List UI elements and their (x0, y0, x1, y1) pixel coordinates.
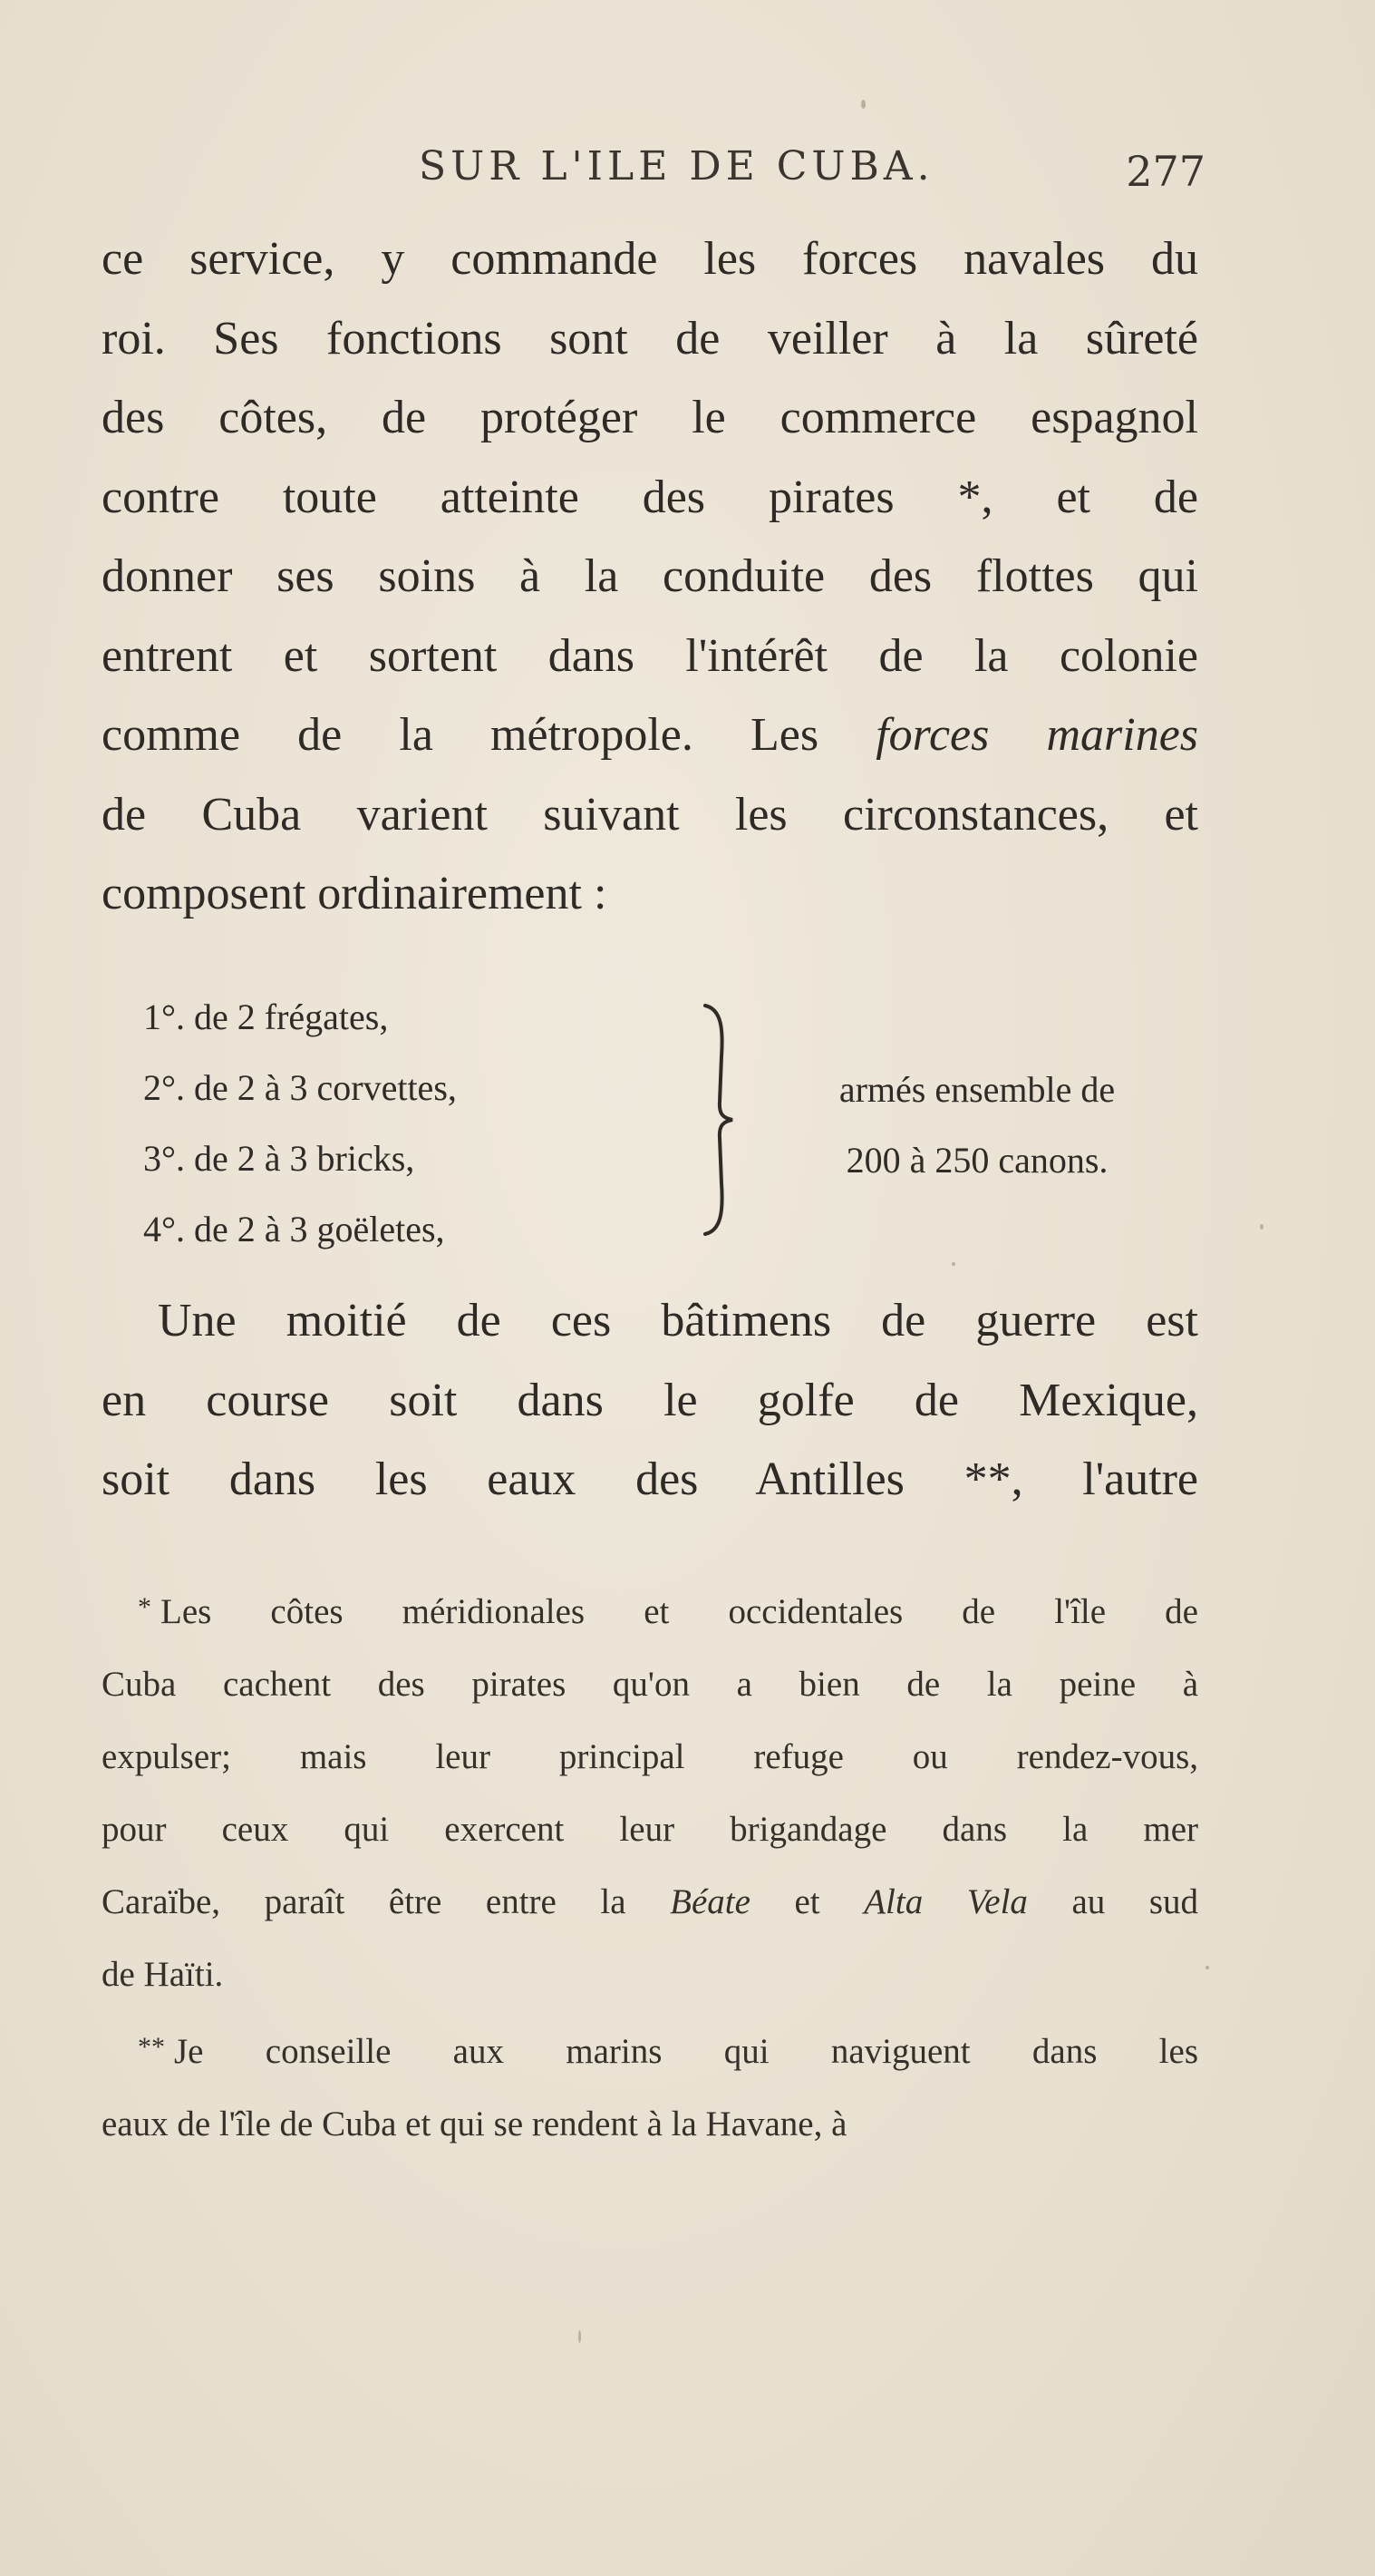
text-line: contre toute atteinte des pirates *, et de (102, 471, 1198, 523)
brace-note (778, 1055, 1176, 1196)
paper-speck (952, 1262, 955, 1266)
footnote-line: de Haïti. (102, 1955, 224, 1994)
text-line: des côtes, de protéger le commerce espagnol (102, 392, 1198, 443)
text-line: Une moitié de ces bâtimens de guerre est (158, 1295, 1198, 1346)
italic-place-name: Béate (670, 1882, 750, 1921)
italic-term: forces marines (876, 709, 1199, 761)
brace-note-line: 200 à 250 canons. (846, 1140, 1109, 1181)
text-line: de Cuba varient suivant les circonstances, et (102, 788, 1198, 841)
brace-note-line: armés ensemble de (838, 1069, 1116, 1110)
page-header (100, 143, 1206, 198)
paragraph-cruising (102, 1281, 1198, 1520)
text-line: entrent et sortent dans l'intérêt de la colonie (102, 629, 1198, 682)
text-span: et (794, 1882, 820, 1921)
paper-speck (578, 2330, 581, 2343)
text-line: soit dans les eaux des Antilles **, l'autre (102, 1453, 1198, 1505)
paper-speck (1260, 1224, 1264, 1230)
fleet-list (143, 982, 457, 1265)
footnote-line (102, 2011, 1198, 2088)
footnote-line (102, 1866, 1198, 1939)
footnote-marker: ** (138, 2032, 165, 2062)
paper-speck (861, 100, 866, 109)
fleet-list-item: 3°. de 2 à 3 bricks, (143, 1138, 415, 1179)
paper-speck (1206, 1966, 1209, 1969)
footnote-marker: * (138, 1592, 151, 1622)
fleet-list-item: 1°. de 2 frégates, (143, 996, 389, 1037)
text-line: en course soit dans le golfe de Mexique, (102, 1374, 1198, 1426)
footnote-line: Cuba cachent des pirates qu'on a bien de la peine à (102, 1665, 1198, 1704)
text-span: comme de la métropole. Les (102, 709, 819, 761)
text-span: au sud (1071, 1882, 1199, 1921)
text-span: Caraïbe, paraît être entre la (102, 1882, 626, 1921)
text-line (102, 695, 1198, 775)
footnote-line: eaux de l'île de Cuba et qui se rendent à la Havane, à (102, 2105, 847, 2143)
paragraph-naval-forces (102, 219, 1198, 934)
footnotes (102, 1571, 1198, 2161)
footnote-line: pour ceux qui exercent leur brigandage dans la mer (102, 1810, 1198, 1849)
text-span: Je conseille aux marins qui naviguent dans les (174, 2032, 1198, 2071)
right-brace-icon (696, 1002, 750, 1238)
fleet-list-item: 4°. de 2 à 3 goëletes, (143, 1209, 445, 1249)
text-line: roi. Ses fonctions sont de veiller à la sûreté (102, 312, 1198, 365)
footnote-line (102, 1571, 1198, 1648)
running-head: SUR L'ILE DE CUBA. (419, 143, 934, 190)
text-line: composent ordinairement : (102, 868, 607, 919)
text-span: Les côtes méridionales et occidentales de l'île de (160, 1592, 1198, 1631)
fleet-list-item: 2°. de 2 à 3 corvettes, (143, 1067, 457, 1108)
footnote-line: expulser; mais leur principal refuge ou rendez-vous, (102, 1737, 1198, 1776)
italic-place-name: Alta Vela (864, 1882, 1028, 1921)
text-line: ce service, y commande les forces navales du (102, 233, 1198, 285)
text-line: donner ses soins à la conduite des flottes qui (102, 550, 1198, 602)
page-number: 277 (1126, 147, 1206, 196)
